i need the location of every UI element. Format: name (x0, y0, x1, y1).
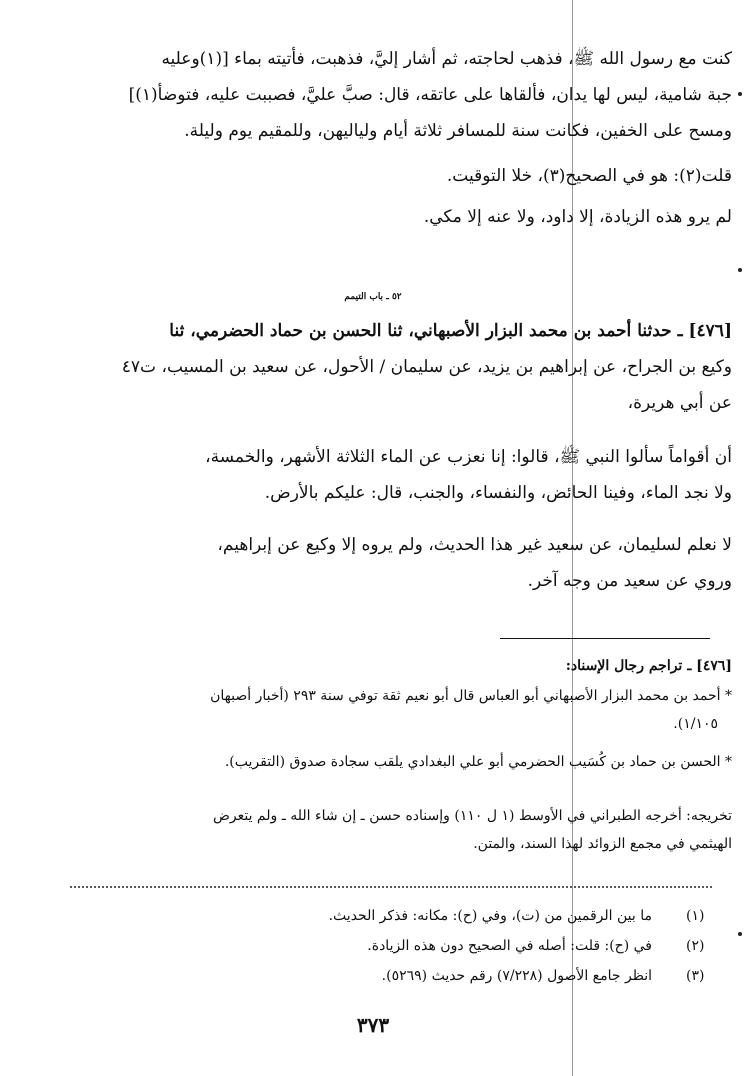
narrator-note: ١/١٠٥). (673, 716, 718, 732)
page-number: ٣٧٣ (356, 1013, 390, 1037)
narrator-note: * الحسن بن حماد بن كُسَيب الحضرمي أبو علي البغدادي يلقب سجادة صدوق (التقريب). (224, 754, 732, 770)
footnotes-divider (70, 886, 712, 888)
footnote-text: انظر جامع الأصول (٧/٢٢٨) رقم حديث (٥٢٦٩). (381, 968, 652, 984)
comment-line: وروي عن سعيد من وجه آخر. (527, 571, 732, 591)
text-line: جبة شامية، ليس لها يدان، فألقاها على عاتقه، قال: صبَّ عليَّ، فصببت عليه، فتوضأ(١)] (128, 85, 732, 105)
notes-divider (500, 638, 710, 639)
scholar-note: قلت(٢): هو في الصحيح(٣)، خلا التوقيت. (446, 166, 732, 186)
margin-mark (738, 932, 742, 936)
matn-line: ولا نجد الماء، وفينا الحائض، والنفساء، والجنب، قال: عليكم بالأرض. (264, 483, 732, 503)
footnote-text: في (ح): قلت: أصله في الصحيح دون هذه الزيادة. (367, 938, 652, 954)
isnad-line: وكيع بن الجراح، عن إبراهيم بن يزيد، عن سليمان / الأحول، عن سعيد بن المسيب، ت٤٧ (121, 357, 732, 377)
comment-line: لا نعلم لسليمان، عن سعيد غير هذا الحديث، ولم يروه إلا وكيع عن إبراهيم، (217, 535, 732, 555)
matn-line: أن أقواماً سألوا النبي ﷺ، قالوا: إنا نعزب عن الماء الثلاثة الأشهر، والخمسة، (205, 447, 732, 467)
margin-mark (738, 92, 742, 96)
footnote-number: (١) (686, 908, 705, 924)
notes-header: [٤٧٦] ـ تراجم رجال الإسناد: (565, 658, 732, 674)
footnote-text: ما بين الرقمين من (ت)، وفي (ح): مكانه: فذكر الحديث. (328, 908, 652, 924)
takhrij-line: تخريجه: أخرجه الطبراني في الأوسط (١ ل ١١٠) وإسناده حسن ـ إن شاء الله ـ ولم يتعرض (212, 808, 732, 824)
footnote-number: (٣) (686, 968, 705, 984)
margin-mark (738, 268, 742, 272)
isnad-line: [٤٧٦] ـ حدثنا أحمد بن محمد البزار الأصبهاني، ثنا الحسن بن حماد الحضرمي، ثنا (169, 321, 732, 341)
narrator-note: * أحمد بن محمد البزار الأصبهاني أبو العباس قال أبو نعيم ثقة توفي سنة ٢٩٣ (أخبار أصبهان (210, 688, 732, 704)
text-line: ومسح على الخفين، فكانت سنة للمسافر ثلاثة أيام ولياليهن، وللمقيم يوم وليلة. (184, 121, 732, 141)
text-line: كنت مع رسول الله ﷺ، فذهب لحاجته، ثم أشار إليَّ، فذهبت، فأتيته بماء [(١)وعليه (161, 49, 732, 69)
comment-line: لم يرو هذه الزيادة، إلا داود، ولا عنه إلا مكي. (423, 207, 732, 227)
takhrij-line: الهيثمي في مجمع الزوائد لهذا السند، والمتن. (473, 836, 732, 852)
chapter-title: ٥٢ ـ باب التيمم (344, 292, 402, 302)
isnad-line: عن أبي هريرة، (627, 393, 732, 413)
footnote-number: (٢) (686, 938, 705, 954)
